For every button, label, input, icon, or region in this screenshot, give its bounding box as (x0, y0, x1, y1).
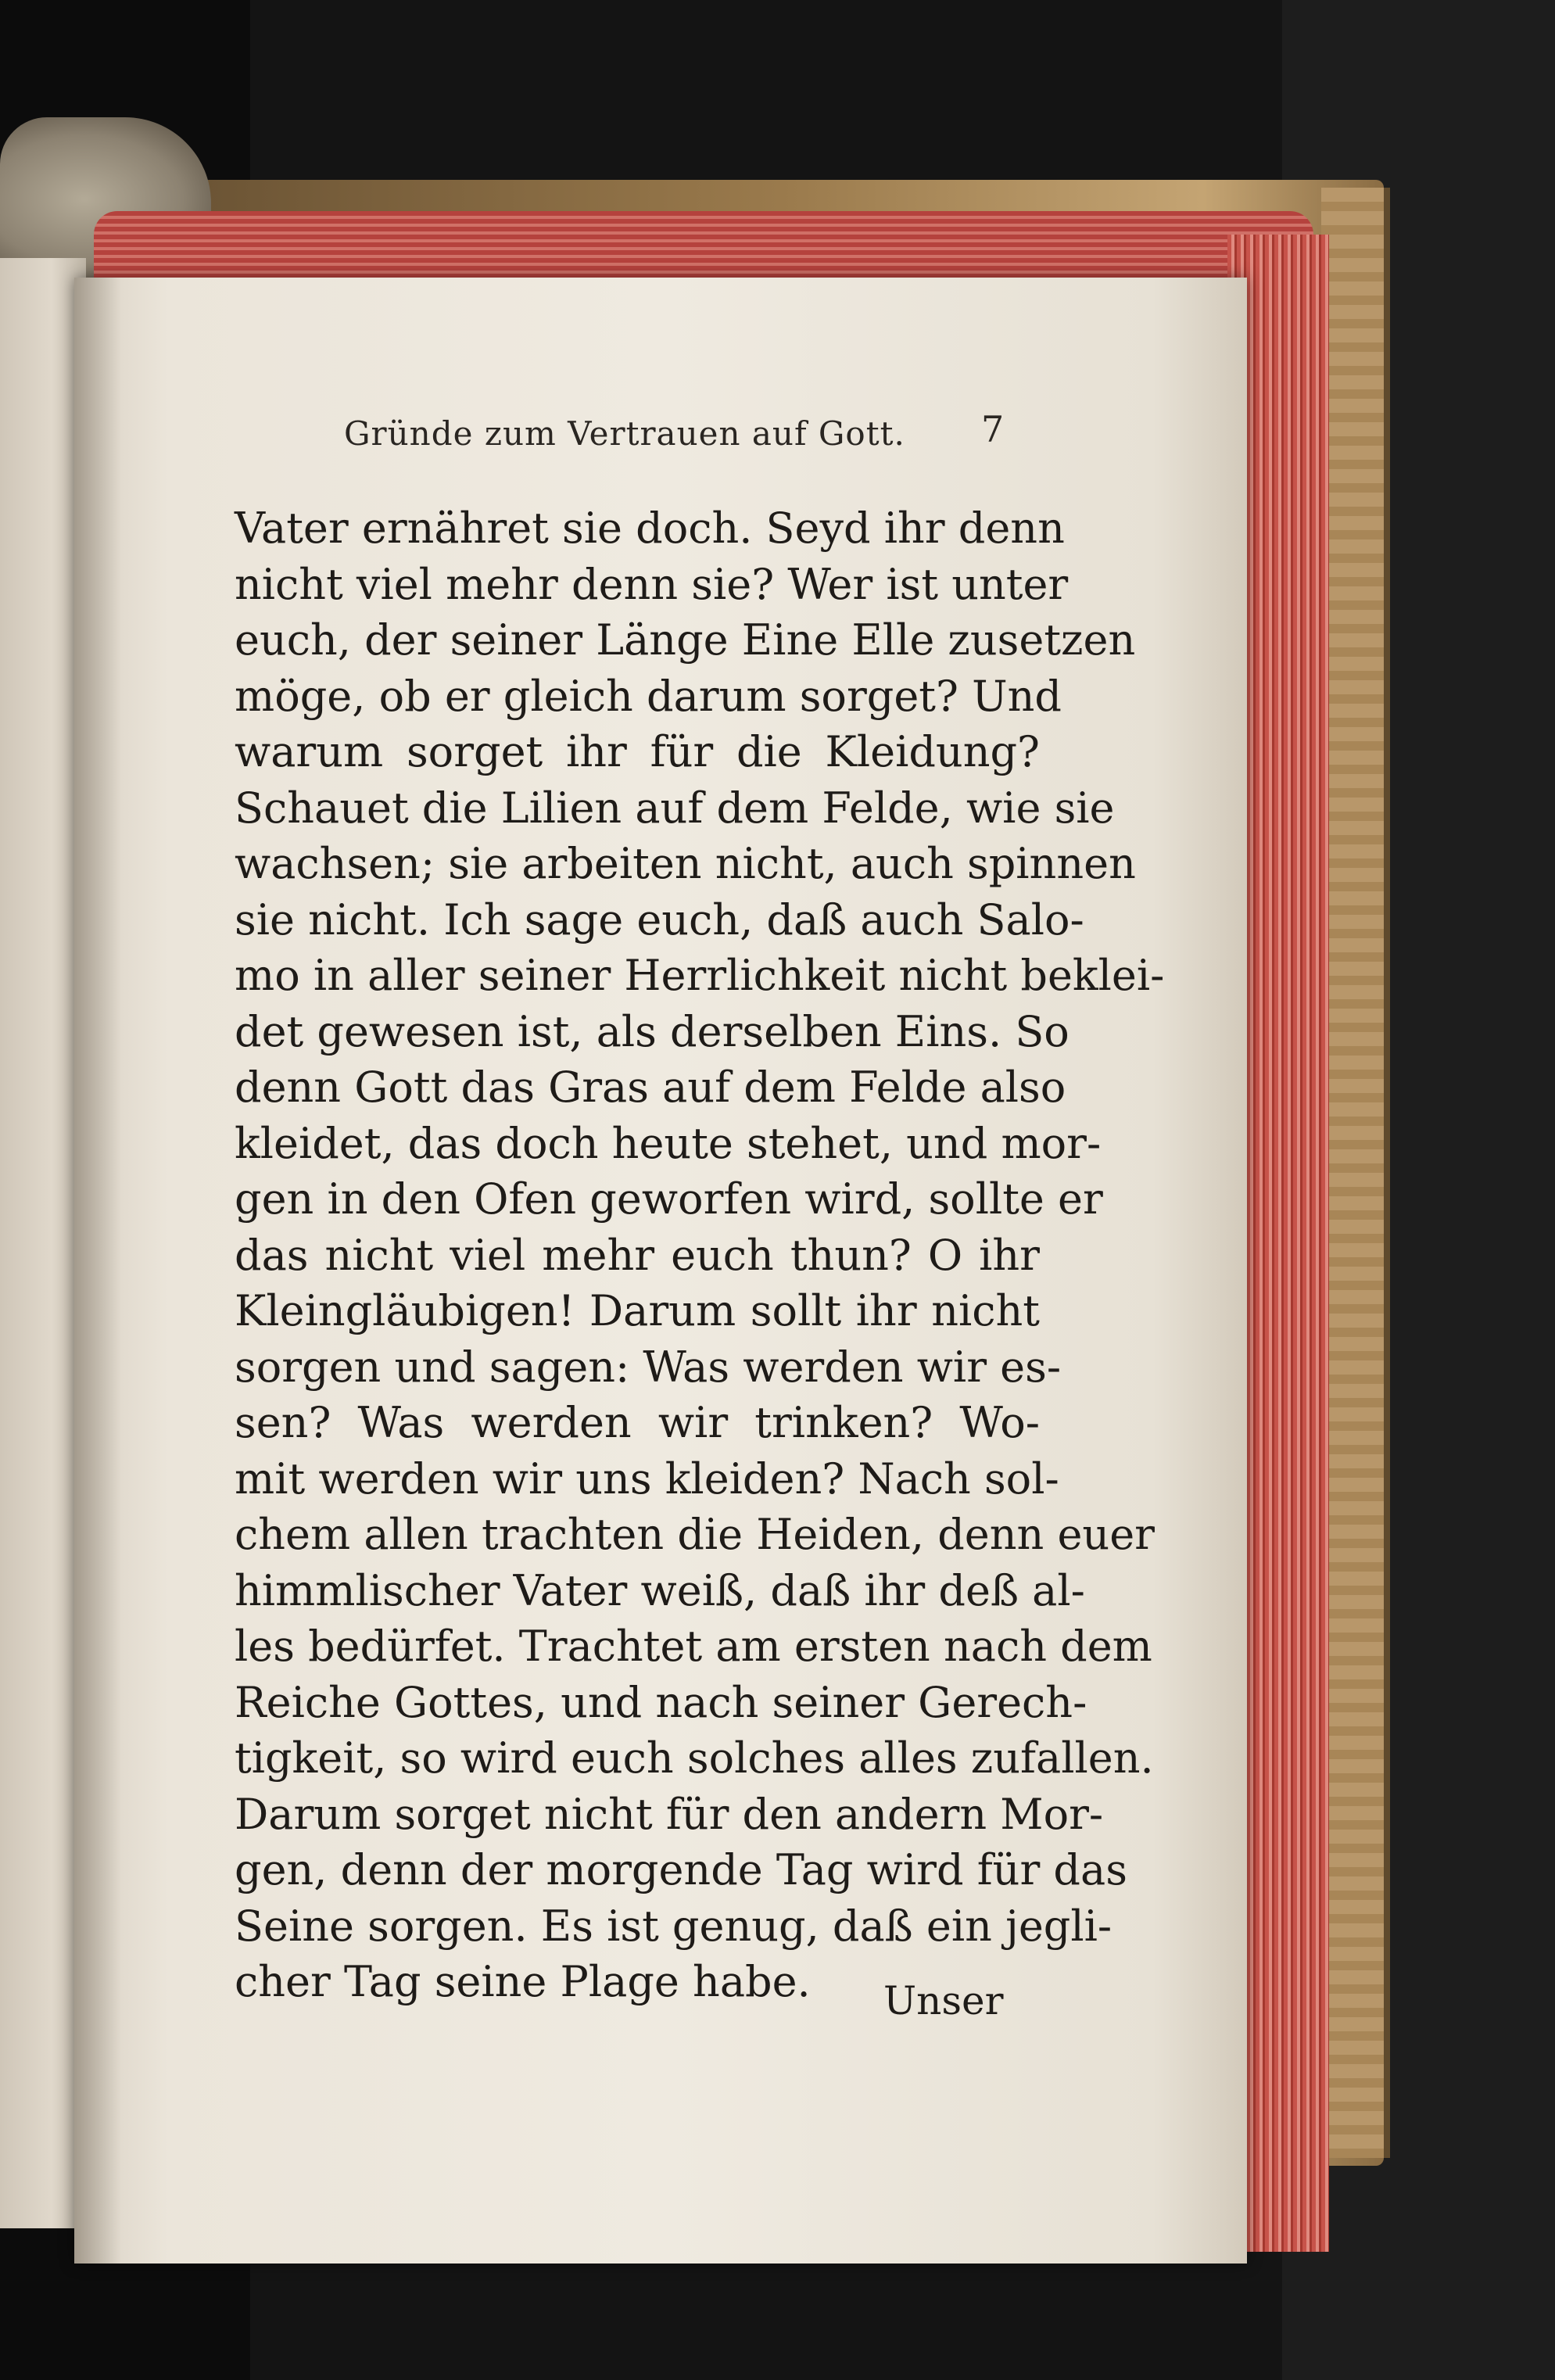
text-line: gen, denn der morgende Tag wird für das (235, 1845, 1127, 1894)
text-line: möge, ob er gleich darum sorget? Und (235, 671, 1062, 721)
text-line: Vater ernähret sie doch. Seyd ihr denn (235, 504, 1065, 553)
text-line: cher Tag seine Plage habe. (235, 1957, 811, 2006)
text-line: sie nicht. Ich sage euch, daß auch Salo- (235, 894, 1084, 944)
page-block-top-edge (94, 211, 1313, 281)
text-line: himmlischer Vater weiß, daß ihr deß al- (235, 1565, 1085, 1615)
text-line: sorgen und sagen: Was werden wir es- (235, 1342, 1062, 1392)
text-line: Schauet die Lilien auf dem Felde, wie sie (235, 783, 1115, 833)
text-line: kleidet, das doch heute stehet, und mor- (235, 1118, 1102, 1168)
page-number: 7 (981, 408, 1005, 450)
text-line: tigkeit, so wird euch solches alles zufallen. (235, 1733, 1154, 1783)
text-line: mo in aller seiner Herrlichkeit nicht beklei- (235, 951, 1165, 1000)
left-page-edge (0, 258, 86, 2228)
text-line: Darum sorget nicht für den andern Mor- (235, 1789, 1104, 1839)
text-line: wachsen; sie arbeiten nicht, auch spinnen (235, 839, 1136, 888)
catchword: Unser (883, 1978, 1004, 2023)
body-text (235, 500, 1165, 2010)
text-line: gen in den Ofen geworfen wird, sollte er (235, 1174, 1103, 1224)
text-line: sen? Was werden wir trinken? Wo- (235, 1398, 1040, 1447)
gutter-shadow (74, 278, 121, 2264)
text-line: Seine sorgen. Es ist genug, daß ein jegli- (235, 1901, 1113, 1951)
book-board-edge (1321, 188, 1390, 2158)
text-line: det gewesen ist, als derselben Eins. So (235, 1006, 1070, 1056)
text-line: les bedürfet. Trachtet am ersten nach dem (235, 1622, 1152, 1671)
text-line: das nicht viel mehr euch thun? O ihr (235, 1230, 1040, 1280)
text-line: Reiche Gottes, und nach seiner Gerech- (235, 1677, 1087, 1727)
text-line: chem allen trachten die Heiden, denn euer (235, 1510, 1155, 1559)
text-line: warum sorget ihr für die Kleidung? (235, 727, 1040, 776)
text-line: nicht viel mehr denn sie? Wer ist unter (235, 559, 1069, 609)
text-line: denn Gott das Gras auf dem Felde also (235, 1063, 1066, 1112)
text-line: Kleingläubigen! Darum sollt ihr nicht (235, 1286, 1040, 1335)
text-line: mit werden wir uns kleiden? Nach sol- (235, 1453, 1059, 1504)
running-head: Gründe zum Vertrauen auf Gott. (344, 414, 905, 453)
text-line: euch, der seiner Länge Eine Elle zusetzen (235, 615, 1136, 665)
